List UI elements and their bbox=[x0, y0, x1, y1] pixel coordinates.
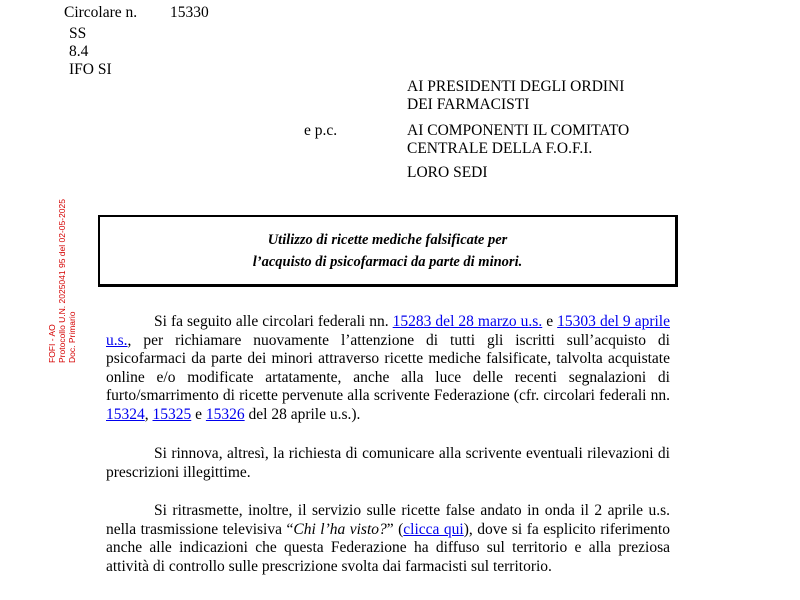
p1-text-2: e bbox=[542, 313, 558, 330]
link-circolare-15325[interactable]: 15325 bbox=[152, 405, 192, 423]
p1-text-1: Si fa seguito alle circolari federali nn. bbox=[154, 313, 393, 330]
subject-line-2: l’acquisto di psicofarmaci da parte di minori. bbox=[252, 253, 523, 270]
recipient-line-2: DEI FARMACISTI bbox=[407, 96, 530, 113]
link-circolare-15283[interactable]: 15283 del 28 marzo u.s. bbox=[392, 313, 543, 330]
paragraph-2 bbox=[106, 445, 670, 482]
p3-text-2: ” ( bbox=[386, 520, 404, 538]
p1-text-6: del 28 aprile u.s.). bbox=[244, 405, 361, 423]
closing-line: LORO SEDI bbox=[407, 164, 488, 181]
program-title: Chi l’ha visto? bbox=[293, 520, 387, 538]
link-circolare-15326[interactable]: 15326 bbox=[205, 405, 245, 423]
p1-text-3: , per richiamare nuovamente l’attenzione di tutti gli iscritti sull’acquisto di psicofarmaci da parte dei minori attraverso ricette mediche falsificate, talvolta acquistate online e/o modificate artatamente, anche alla luce delle recenti segnalazioni di furto/smarrimento di ricette pervenute alla scrivente Federazione (cfr. circolari federali nn. bbox=[106, 331, 670, 404]
subject-box bbox=[98, 215, 678, 287]
cc-line-2: CENTRALE DELLA F.O.F.I. bbox=[407, 140, 593, 157]
paragraph-1 bbox=[106, 313, 670, 424]
stamp-line-2: Protocollo U.N. 2025041 95 del 02-05-2025 bbox=[57, 199, 67, 363]
p1-text-5: e bbox=[191, 405, 206, 423]
protocol-stamp bbox=[47, 163, 77, 363]
code-ifo: IFO SI bbox=[69, 61, 112, 78]
stamp-line-3: Doc. Primario bbox=[67, 311, 77, 363]
cc-label: e p.c. bbox=[304, 122, 338, 139]
p3-text-3: ), dove si fa esplicito riferimento anche alle indicazioni che questa Federazione ha diffuso sul territorio e alla preziosa attività di controllo sulle prescrizione svolta dai farmacisti sul territorio. bbox=[106, 520, 670, 575]
code-ss: SS bbox=[69, 25, 87, 42]
link-circolare-15324[interactable]: 15324 bbox=[106, 405, 145, 423]
p2-text: Si rinnova, altresì, la richiesta di comunicare alla scrivente eventuali rilevazioni di prescrizioni illegittime. bbox=[106, 445, 670, 481]
p1-text-4: , bbox=[144, 405, 153, 423]
p3-text-1: Si ritrasmette, inoltre, il servizio sulle ricette false andato in onda il 2 aprile u.s. nella trasmissione televisiva “ bbox=[106, 502, 670, 538]
code-section: 8.4 bbox=[69, 43, 89, 60]
cc-line-1: AI COMPONENTI IL COMITATO bbox=[407, 122, 630, 139]
subject-line-1: Utilizzo di ricette mediche falsificate per bbox=[267, 231, 508, 248]
circolare-number: 15330 bbox=[170, 4, 209, 21]
stamp-line-1: FOFI - AO bbox=[47, 324, 57, 363]
recipient-line-1: AI PRESIDENTI DEGLI ORDINI bbox=[407, 78, 625, 95]
link-circolare-15303[interactable]: 15303 del 9 aprile u.s. bbox=[106, 313, 670, 349]
paragraph-3 bbox=[106, 502, 670, 576]
link-clicca-qui[interactable]: clicca qui bbox=[403, 520, 464, 538]
circolare-label: Circolare n. bbox=[64, 4, 138, 21]
